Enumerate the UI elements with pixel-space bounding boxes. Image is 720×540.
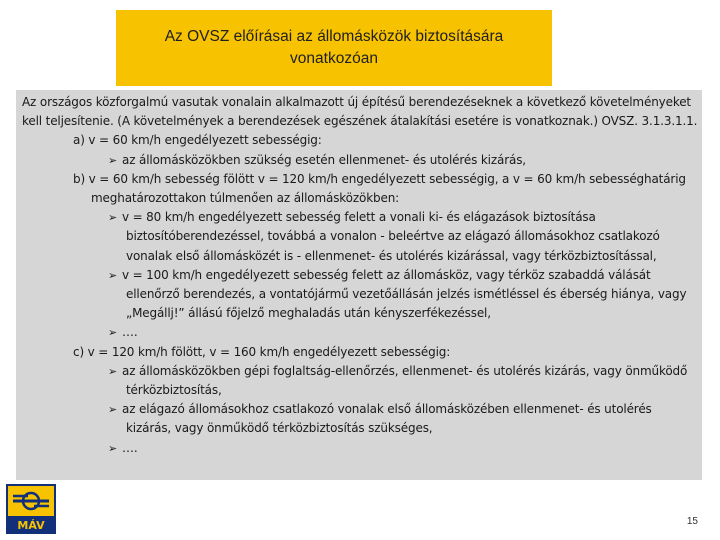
list-item: ➢ az állomásközökben szükség esetén ellenmenet- és utolérés kizárás,	[22, 151, 700, 170]
list-item: ➢ v = 80 km/h engedélyezett sebesség felett a vonali ki- és elágazások biztosítása biztosítóberendezéssel, továbbá a vonalon - beleértve az elágazó állomásokhoz csatlakozó vonalak első állomásközét is - ellenmenet- és utolérés kizárással, vagy térközbiztosítással,	[108, 210, 660, 263]
intro-paragraph: Az országos közforgalmú vasutak vonalain alkalmazott új építésű berendezéseknek a következő követelményeket kell teljesítenie. (A követelmények a berendezések egészének átalakítási esetére is vonatkoznak.) OVSZ. 3.1.3.1.1.	[22, 95, 698, 129]
content-box	[16, 90, 702, 480]
list-item: ➢ ….	[22, 323, 700, 342]
arrowhead-bullet-icon: ➢	[108, 268, 118, 282]
title-box	[116, 10, 552, 86]
slide-title: Az OVSZ előírásai az állomásközök biztosítására vonatkozóan	[164, 28, 504, 67]
arrowhead-bullet-icon: ➢	[108, 364, 118, 378]
arrowhead-bullet-icon: ➢	[108, 441, 118, 455]
list-item: ➢ ….	[22, 439, 700, 458]
item-a-label: a) v = 60 km/h engedélyezett sebességig:	[73, 133, 322, 148]
item-b-label: b) v = 60 km/h sebesség fölött v = 120 km/h engedélyezett sebességig, a v = 60 km/h sebességhatárig meghatározottakon túlmenően az állomásközökben:	[73, 171, 686, 206]
arrowhead-bullet-icon: ➢	[108, 326, 118, 340]
svg-text:MÁV: MÁV	[17, 519, 45, 532]
mav-logo	[6, 484, 56, 534]
arrowhead-bullet-icon: ➢	[108, 211, 118, 225]
list-item: ➢ az állomásközökben gépi foglaltság-ellenőrzés, ellenmenet- és utolérés kizárás, vagy önműködő térközbiztosítás,	[108, 363, 688, 398]
item-c-label: c) v = 120 km/h fölött, v = 160 km/h engedélyezett sebességig:	[73, 344, 451, 359]
arrowhead-bullet-icon: ➢	[108, 403, 118, 417]
content-text	[22, 93, 700, 458]
list-item: ➢ v = 100 km/h engedélyezett sebesség felett az állomásköz, vagy térköz szabaddá válását ellenőrző berendezés, a vontatójármű vezetőállásán jelzés ismétléssel és éberség hiánya, vagy „Megállj!” állású főjelző meghaladás után kényszerfékezéssel,	[108, 267, 687, 321]
list-item: ➢ az elágazó állomásokhoz csatlakozó vonalak első állomásközében ellenmenet- és utolérés kizárás, vagy önműködő térközbiztosítás szükséges,	[108, 402, 652, 436]
arrowhead-bullet-icon: ➢	[108, 153, 118, 167]
page-number: 15	[686, 516, 698, 527]
mav-logo-icon	[6, 484, 56, 534]
